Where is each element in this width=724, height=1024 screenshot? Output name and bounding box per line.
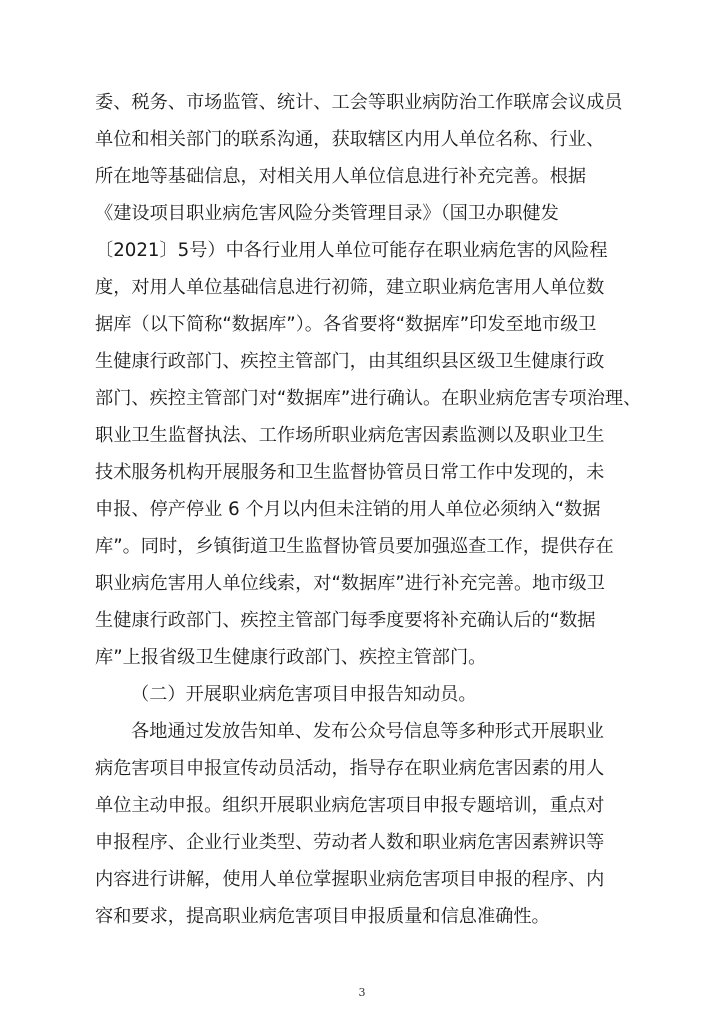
text-line: 容和要求，提高职业病危害项目申报质量和信息准确性。: [95, 906, 550, 927]
text-line: 单位和相关部门的联系沟通，获取辖区内用人单位名称、行业、: [95, 129, 605, 150]
section-heading: （二）开展职业病危害项目申报告知动员。: [131, 684, 477, 705]
text-line: 内容进行讲解，使用人单位掌握职业病危害项目申报的程序、内: [95, 869, 605, 890]
text-line: 委、税务、市场监管、统计、工会等职业病防治工作联席会议成员: [95, 92, 623, 113]
text-line: 职业卫生监督执法、工作场所职业病危害因素监测以及职业卫生: [95, 425, 605, 446]
text-line: 〔2021〕5号）中各行业用人单位可能存在职业病危害的风险程: [95, 240, 608, 261]
text-line: 申报程序、企业行业类型、劳动者人数和职业病危害因素辨识等: [95, 832, 605, 853]
text-line: 技术服务机构开展服务和卫生监督协管员日常工作中发现的，未: [95, 462, 605, 483]
text-line: 库”。同时，乡镇街道卫生监督协管员要加强巡查工作，提供存在: [95, 536, 614, 557]
text-line: 部门、疾控主管部门对“数据库”进行确认。在职业病危害专项治理、: [95, 388, 642, 409]
text-line: 各地通过发放告知单、发布公众号信息等多种形式开展职业: [131, 721, 604, 742]
text-line: 职业病危害用人单位线索，对“数据库”进行补充完善。地市级卫: [95, 573, 605, 594]
text-line: 病危害项目申报宣传动员活动，指导存在职业病危害因素的用人: [95, 758, 605, 779]
text-line: 据库（以下简称“数据库”）。各省要将“数据库”印发至地市级卫: [95, 314, 597, 335]
text-line: 申报、停产停业 6 个月以内但未注销的用人单位必须纳入“数据: [95, 499, 601, 520]
page-number: 3: [358, 986, 366, 999]
text-line: 生健康行政部门、疾控主管部门每季度要将补充确认后的“数据: [95, 610, 596, 631]
text-line: 《建设项目职业病危害风险分类管理目录》（国卫办职健发: [95, 203, 559, 224]
text-line: 单位主动申报。组织开展职业病危害项目申报专题培训，重点对: [95, 795, 605, 816]
text-line: 生健康行政部门、疾控主管部门，由其组织县区级卫生健康行政: [95, 351, 605, 372]
text-line: 所在地等基础信息，对相关用人单位信息进行补充完善。根据: [95, 166, 587, 187]
text-line: 库”上报省级卫生健康行政部门、疾控主管部门。: [95, 647, 487, 668]
text-line: 度，对用人单位基础信息进行初筛，建立职业病危害用人单位数: [95, 277, 605, 298]
